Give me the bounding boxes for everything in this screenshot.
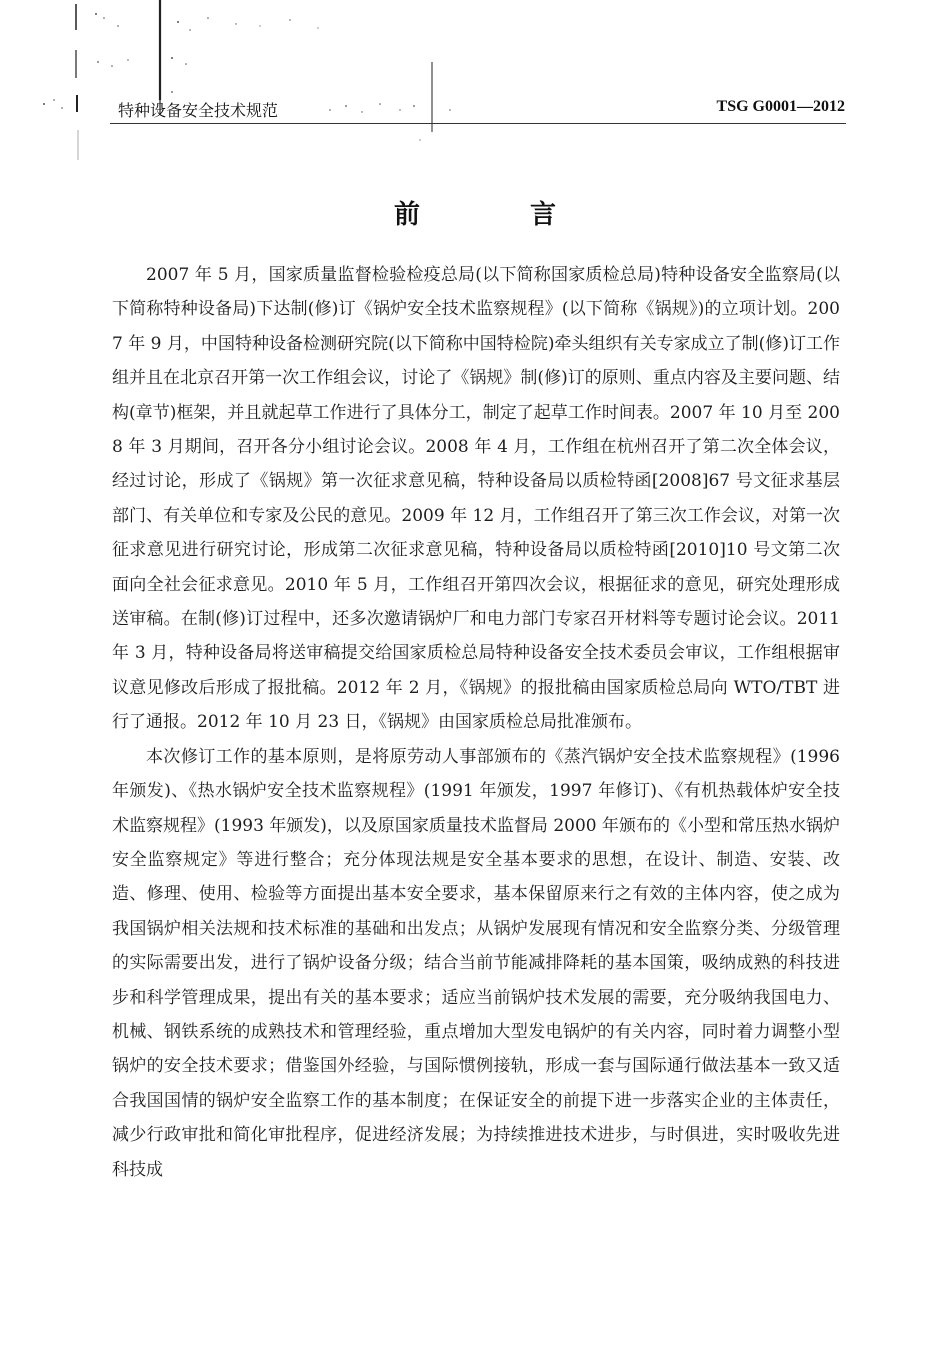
standard-number: TSG G0001—2012 bbox=[716, 98, 845, 115]
preface-paragraph-1: 2007 年 5 月，国家质量监督检验检疫总局(以下简称国家质检总局)特种设备安全监察局(以下简称特种设备局)下达制(修)订《锅炉安全技术监察规程》(以下简称《锅规》)的立项计划。2007 年 9 月，中国特种设备检测研究院(以下简称中国特检院)牵头组织有关专家成立了制(修)订工作组并且在北京召开第一次工作组会议，讨论了《锅规》制(修)订的原则、重点内容及主要问题、结构(章节)框架，并且就起草工作进行了具体分工，制定了起草工作时间表。2007 年 10 月至 2008 年 3 月期间，召开各分小组讨论会议。2008 年 4 月，工作组在杭州召开了第二次全体会议，经过讨论，形成了《锅规》第一次征求意见稿，特种设备局以质检特函[2008]67 号文征求基层部门、有关单位和专家及公民的意见。2009 年 12 月，工作组召开了第三次工作会议，对第一次征求意见进行研究讨论，形成第二次征求意见稿，特种设备局以质检特函[2010]10 号文第二次面向全社会征求意见。2010 年 5 月，工作组召开第四次会议，根据征求的意见，研究处理形成送审稿。在制(修)订过程中，还多次邀请锅炉厂和电力部门专家召开材料等专题讨论会议。2011 年 3 月，特种设备局将送审稿提交给国家质检总局特种设备安全技术委员会审议，工作组根据审议意见修改后形成了报批稿。2012 年 2 月，《锅规》的报批稿由国家质检总局向 WTO/TBT 进行了通报。2012 年 10 月 23 日，《锅规》由国家质检总局批准颁布。 bbox=[112, 265, 840, 733]
header-divider bbox=[110, 123, 846, 124]
preface-body bbox=[112, 258, 840, 1187]
running-header-title: 特种设备安全技术规范 bbox=[118, 101, 279, 120]
page-title: 前 言 bbox=[393, 200, 598, 230]
scan-margin-marks bbox=[0, 0, 470, 180]
preface-paragraph-2: 本次修订工作的基本原则，是将原劳动人事部颁布的《蒸汽锅炉安全技术监察规程》(1996 年颁发)、《热水锅炉安全技术监察规程》(1991 年颁发，1997 年修订)、《有机热载体炉安全技术监察规程》(1993 年颁发)，以及原国家质量技术监督局 2000 年颁布的《小型和常压热水锅炉安全监察规定》等进行整合；充分体现法规是安全基本要求的思想，在设计、制造、安装、改造、修理、使用、检验等方面提出基本安全要求，基本保留原来行之有效的主体内容，使之成为我国锅炉相关法规和技术标准的基础和出发点；从锅炉发展现有情况和安全监察分类、分级管理的实际需要出发，进行了锅炉设备分级；结合当前节能减排降耗的基本国策，吸纳成熟的科技进步和科学管理成果，提出有关的基本要求；适应当前锅炉技术发展的需要，充分吸纳我国电力、机械、钢铁系统的成熟技术和管理经验，重点增加大型发电锅炉的有关内容，同时着力调整小型锅炉的安全技术要求；借鉴国外经验，与国际惯例接轨，形成一套与国际通行做法基本一致又适合我国国情的锅炉安全监察工作的基本制度；在保证安全的前提下进一步落实企业的主体责任，减少行政审批和简化审批程序，促进经济发展；为持续推进技术进步，与时俱进，实时吸收先进科技成 bbox=[112, 746, 841, 1180]
